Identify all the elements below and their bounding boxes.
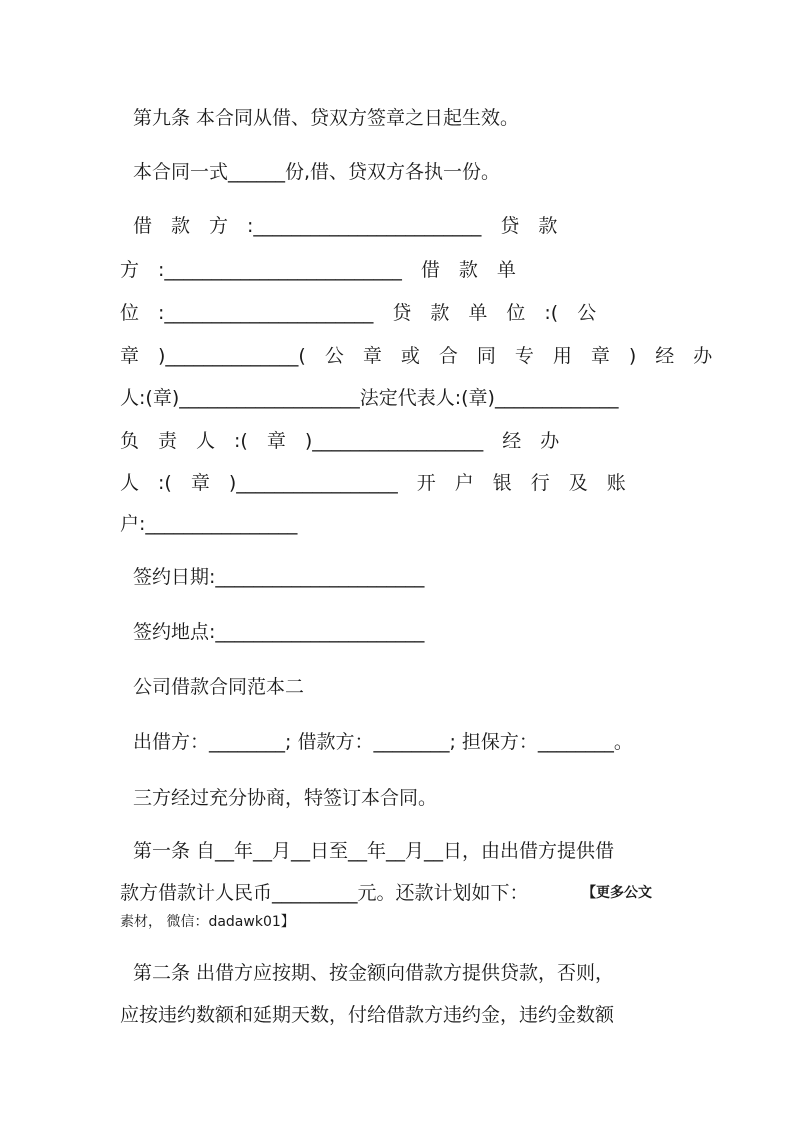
signature-line-5: 人:(章)___________________法定代表人:(章)_____________ [120, 387, 619, 409]
signature-line-2: 方 :_________________________ 借 款 单 [120, 259, 516, 281]
signature-line-7: 人 :( 章 )_________________ 开 户 银 行 及 账 [120, 472, 626, 494]
agreement-line: 三方经过充分协商，特签订本合同。 [133, 787, 438, 809]
article-two-line-1: 第二条 出借方应按期、按金额向借款方提供贷款，否则， [133, 962, 615, 984]
section-heading: 公司借款合同范本二 [133, 676, 305, 698]
promo-text-2: 素材， 微信：dadawk01】 [120, 914, 295, 930]
promo-text: 【更多公文 [582, 885, 652, 901]
article-one-line-1: 第一条 自__年__月__日至__年__月__日，由出借方提供借 [133, 840, 615, 862]
signature-line-8: 户:________________ [120, 513, 298, 535]
sign-place: 签约地点:______________________ [133, 621, 425, 643]
signature-line-3: 位 :______________________ 贷 款 单 位 :( 公 [120, 302, 597, 324]
signature-line-4: 章 )______________( 公 章 或 合 同 专 用 章 ) 经 办 [120, 345, 713, 367]
signature-line-6: 负 责 人 :( 章 )__________________ 经 办 [120, 430, 560, 452]
article-nine: 第九条 本合同从借、贷双方签章之日起生效。 [133, 107, 520, 129]
parties-line: 出借方：________; 借款方：________; 担保方：________。 [133, 731, 633, 753]
signature-line-1: 借 款 方 :________________________ 贷 款 [133, 215, 558, 237]
article-two-line-2: 应按违约数额和延期天数，付给借款方违约金，违约金数额 [120, 1004, 615, 1026]
article-one-line-2: 款方借款计人民币_________元。还款计划如下： [120, 882, 529, 904]
copies-clause: 本合同一式______份,借、贷双方各执一份。 [133, 161, 501, 183]
sign-date: 签约日期:______________________ [133, 566, 425, 588]
